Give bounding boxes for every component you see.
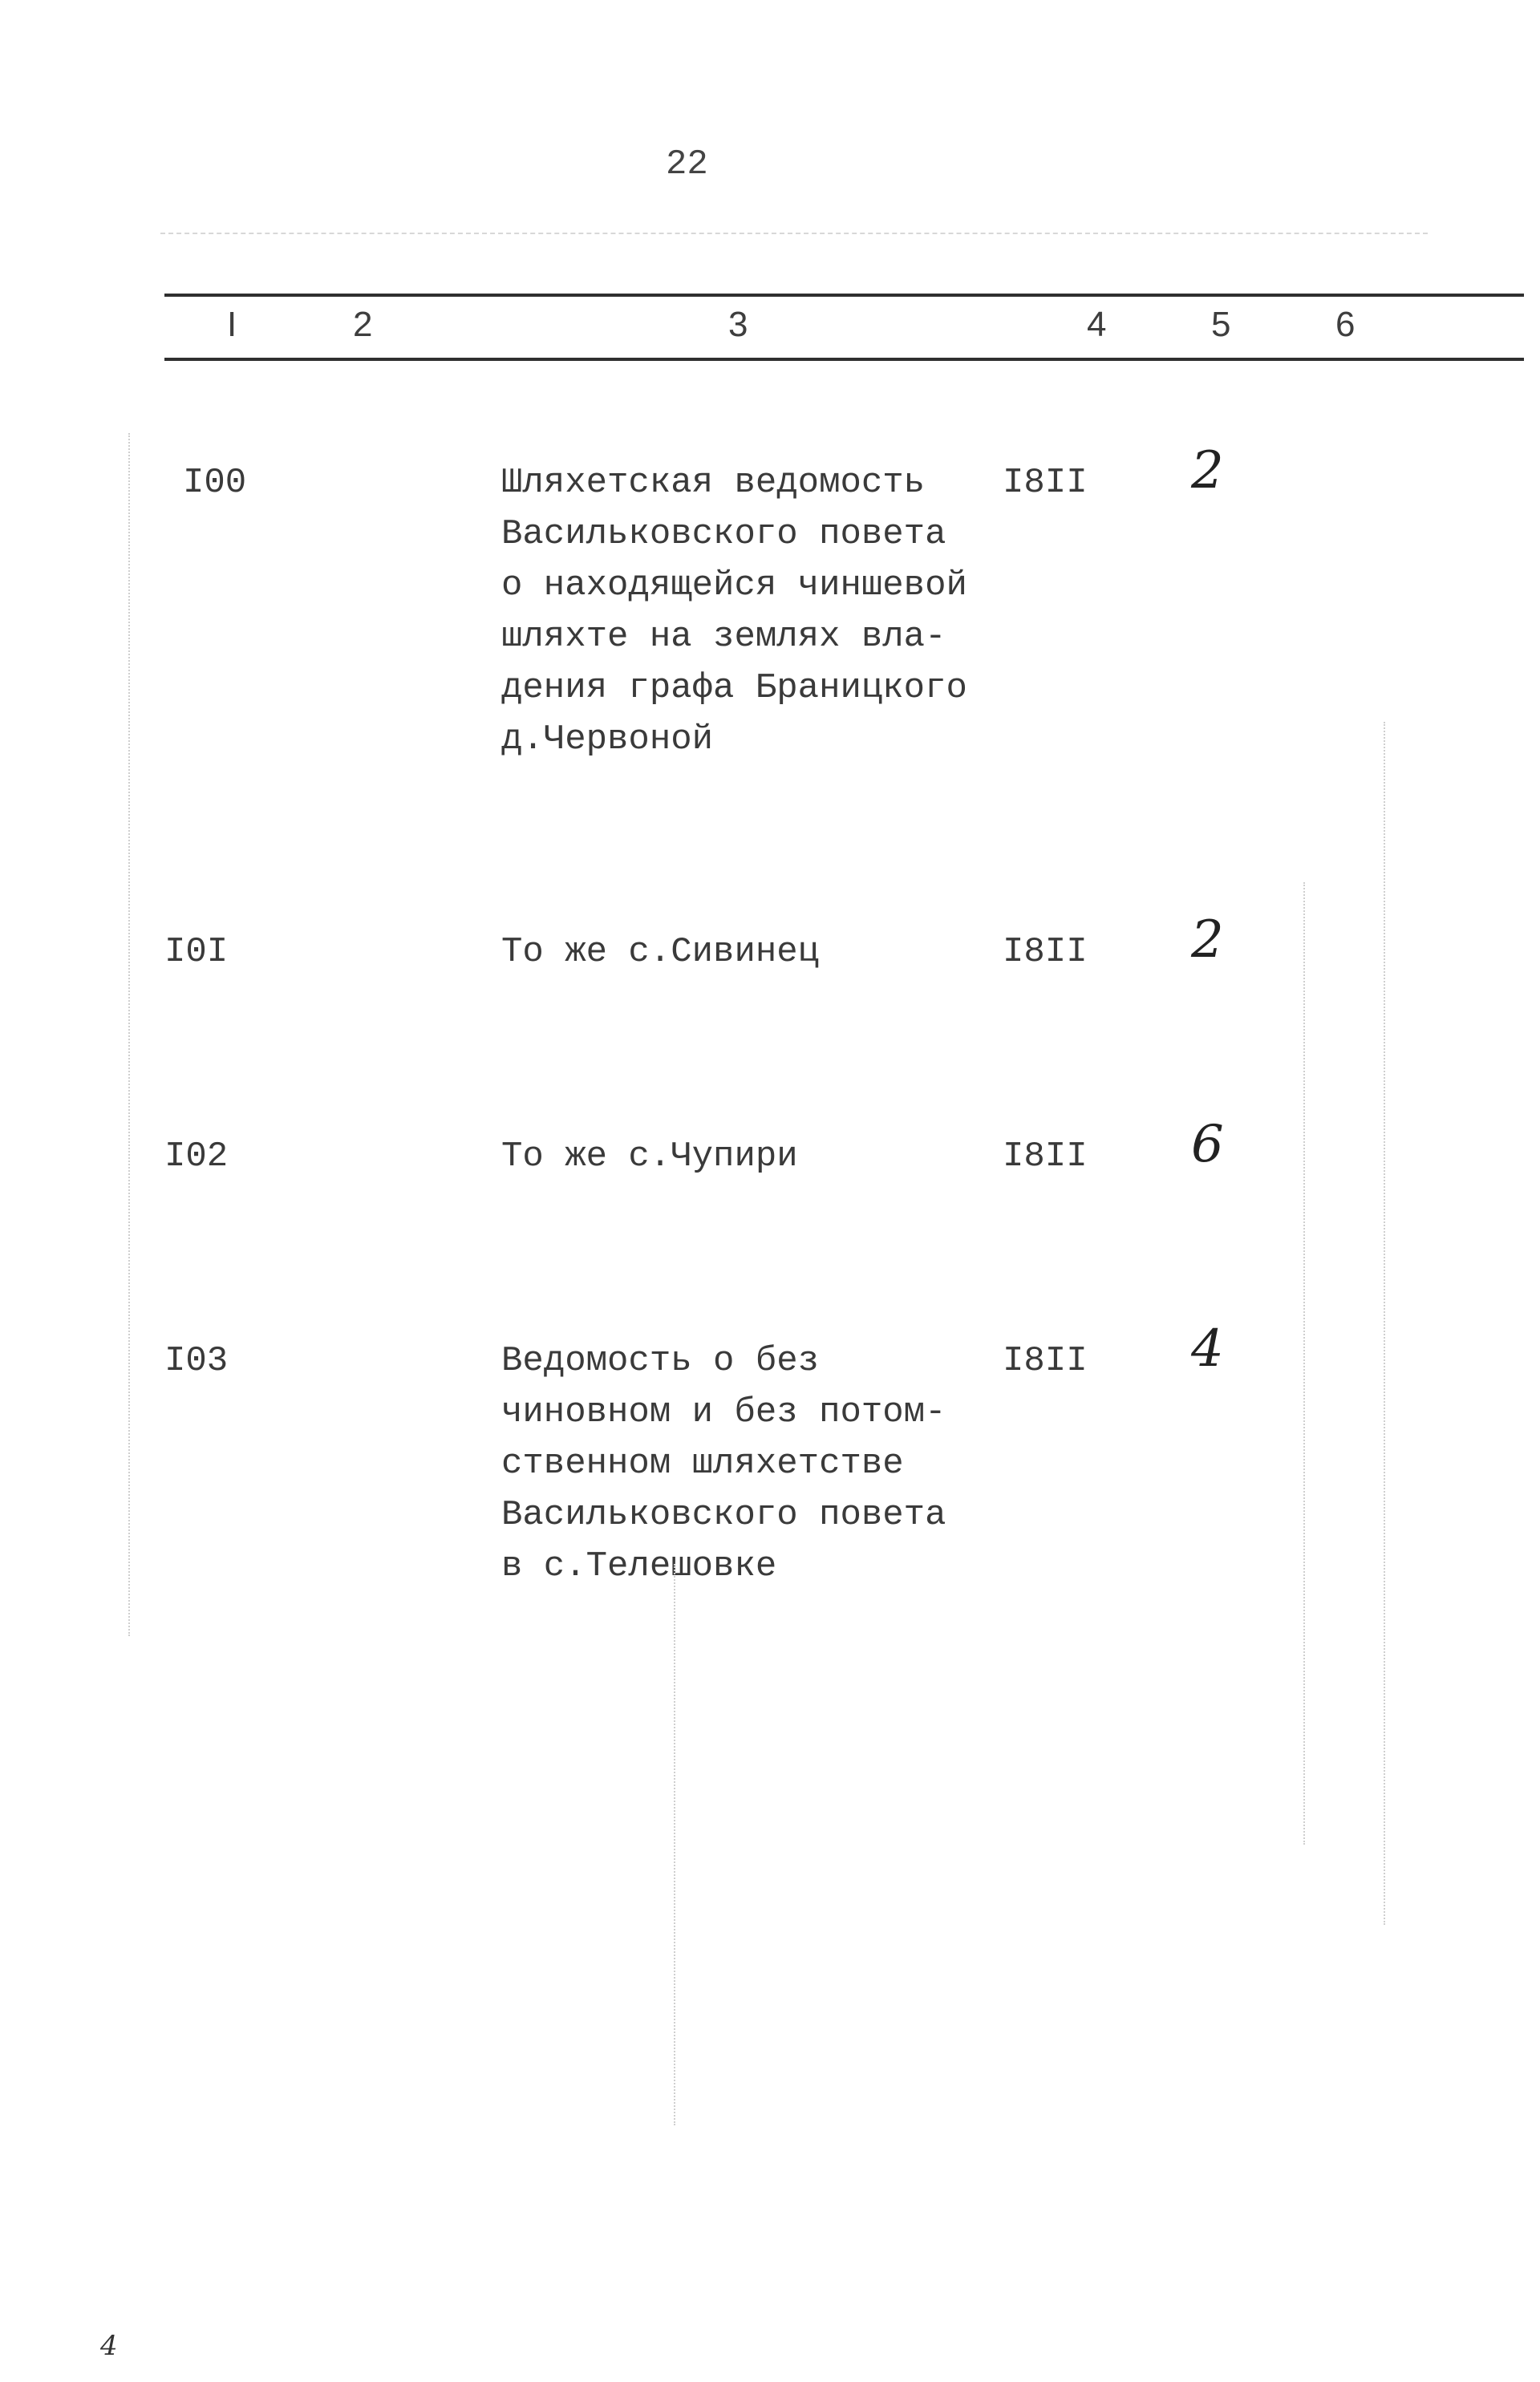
row-description — [501, 1335, 983, 1592]
row-year: I8II — [1003, 932, 1088, 972]
scan-speckle — [1384, 722, 1387, 1925]
row-year: I8II — [1003, 463, 1088, 503]
description-line: То же с.Чупири — [501, 1136, 798, 1177]
column-number-1: I — [227, 305, 237, 344]
description-line: Васильковского повета — [501, 514, 946, 554]
page-number: 22 — [666, 144, 708, 184]
description-line: То же с.Сивинец — [501, 932, 820, 972]
description-line: Ведомость о без — [501, 1341, 820, 1381]
description-line: дения графа Браницкого — [501, 668, 967, 708]
row-year: I8II — [1003, 1341, 1088, 1381]
description-line: в с.Телешовке — [501, 1546, 777, 1586]
description-line: Шляхетская ведомость — [501, 463, 926, 503]
corner-mark: 4 — [100, 2330, 118, 2362]
row-description — [501, 457, 983, 765]
row-sheet-count: 2 — [1191, 910, 1224, 970]
row-year: I8II — [1003, 1136, 1088, 1177]
top-smudge — [160, 233, 1428, 250]
row-description — [501, 926, 983, 978]
description-line: о находящейся чиншевой — [501, 565, 967, 606]
row-number: I00 — [183, 463, 247, 503]
row-sheet-count: 2 — [1191, 441, 1224, 500]
scan-speckle — [674, 1564, 677, 2125]
column-number-5: 5 — [1211, 305, 1231, 344]
column-number-4: 4 — [1087, 305, 1107, 344]
column-number-3: 3 — [728, 305, 748, 344]
description-line: чиновном и без потом- — [501, 1392, 946, 1432]
row-sheet-count: 6 — [1191, 1115, 1224, 1174]
row-number: I03 — [164, 1341, 229, 1381]
column-number-6: 6 — [1335, 305, 1356, 344]
description-line: Васильковского повета — [501, 1495, 946, 1535]
row-number: I02 — [164, 1136, 229, 1177]
table-top-rule — [164, 294, 1524, 297]
description-line: д.Червоной — [501, 719, 714, 760]
column-number-2: 2 — [353, 305, 373, 344]
row-number: I0I — [164, 932, 229, 972]
scan-speckle — [1303, 882, 1307, 1845]
row-description — [501, 1131, 983, 1182]
description-line: шляхте на землях вла- — [501, 617, 946, 657]
description-line: ственном шляхетстве — [501, 1444, 904, 1484]
row-sheet-count: 4 — [1191, 1319, 1224, 1379]
table-header-rule — [164, 358, 1524, 361]
scan-speckle — [128, 433, 132, 1636]
